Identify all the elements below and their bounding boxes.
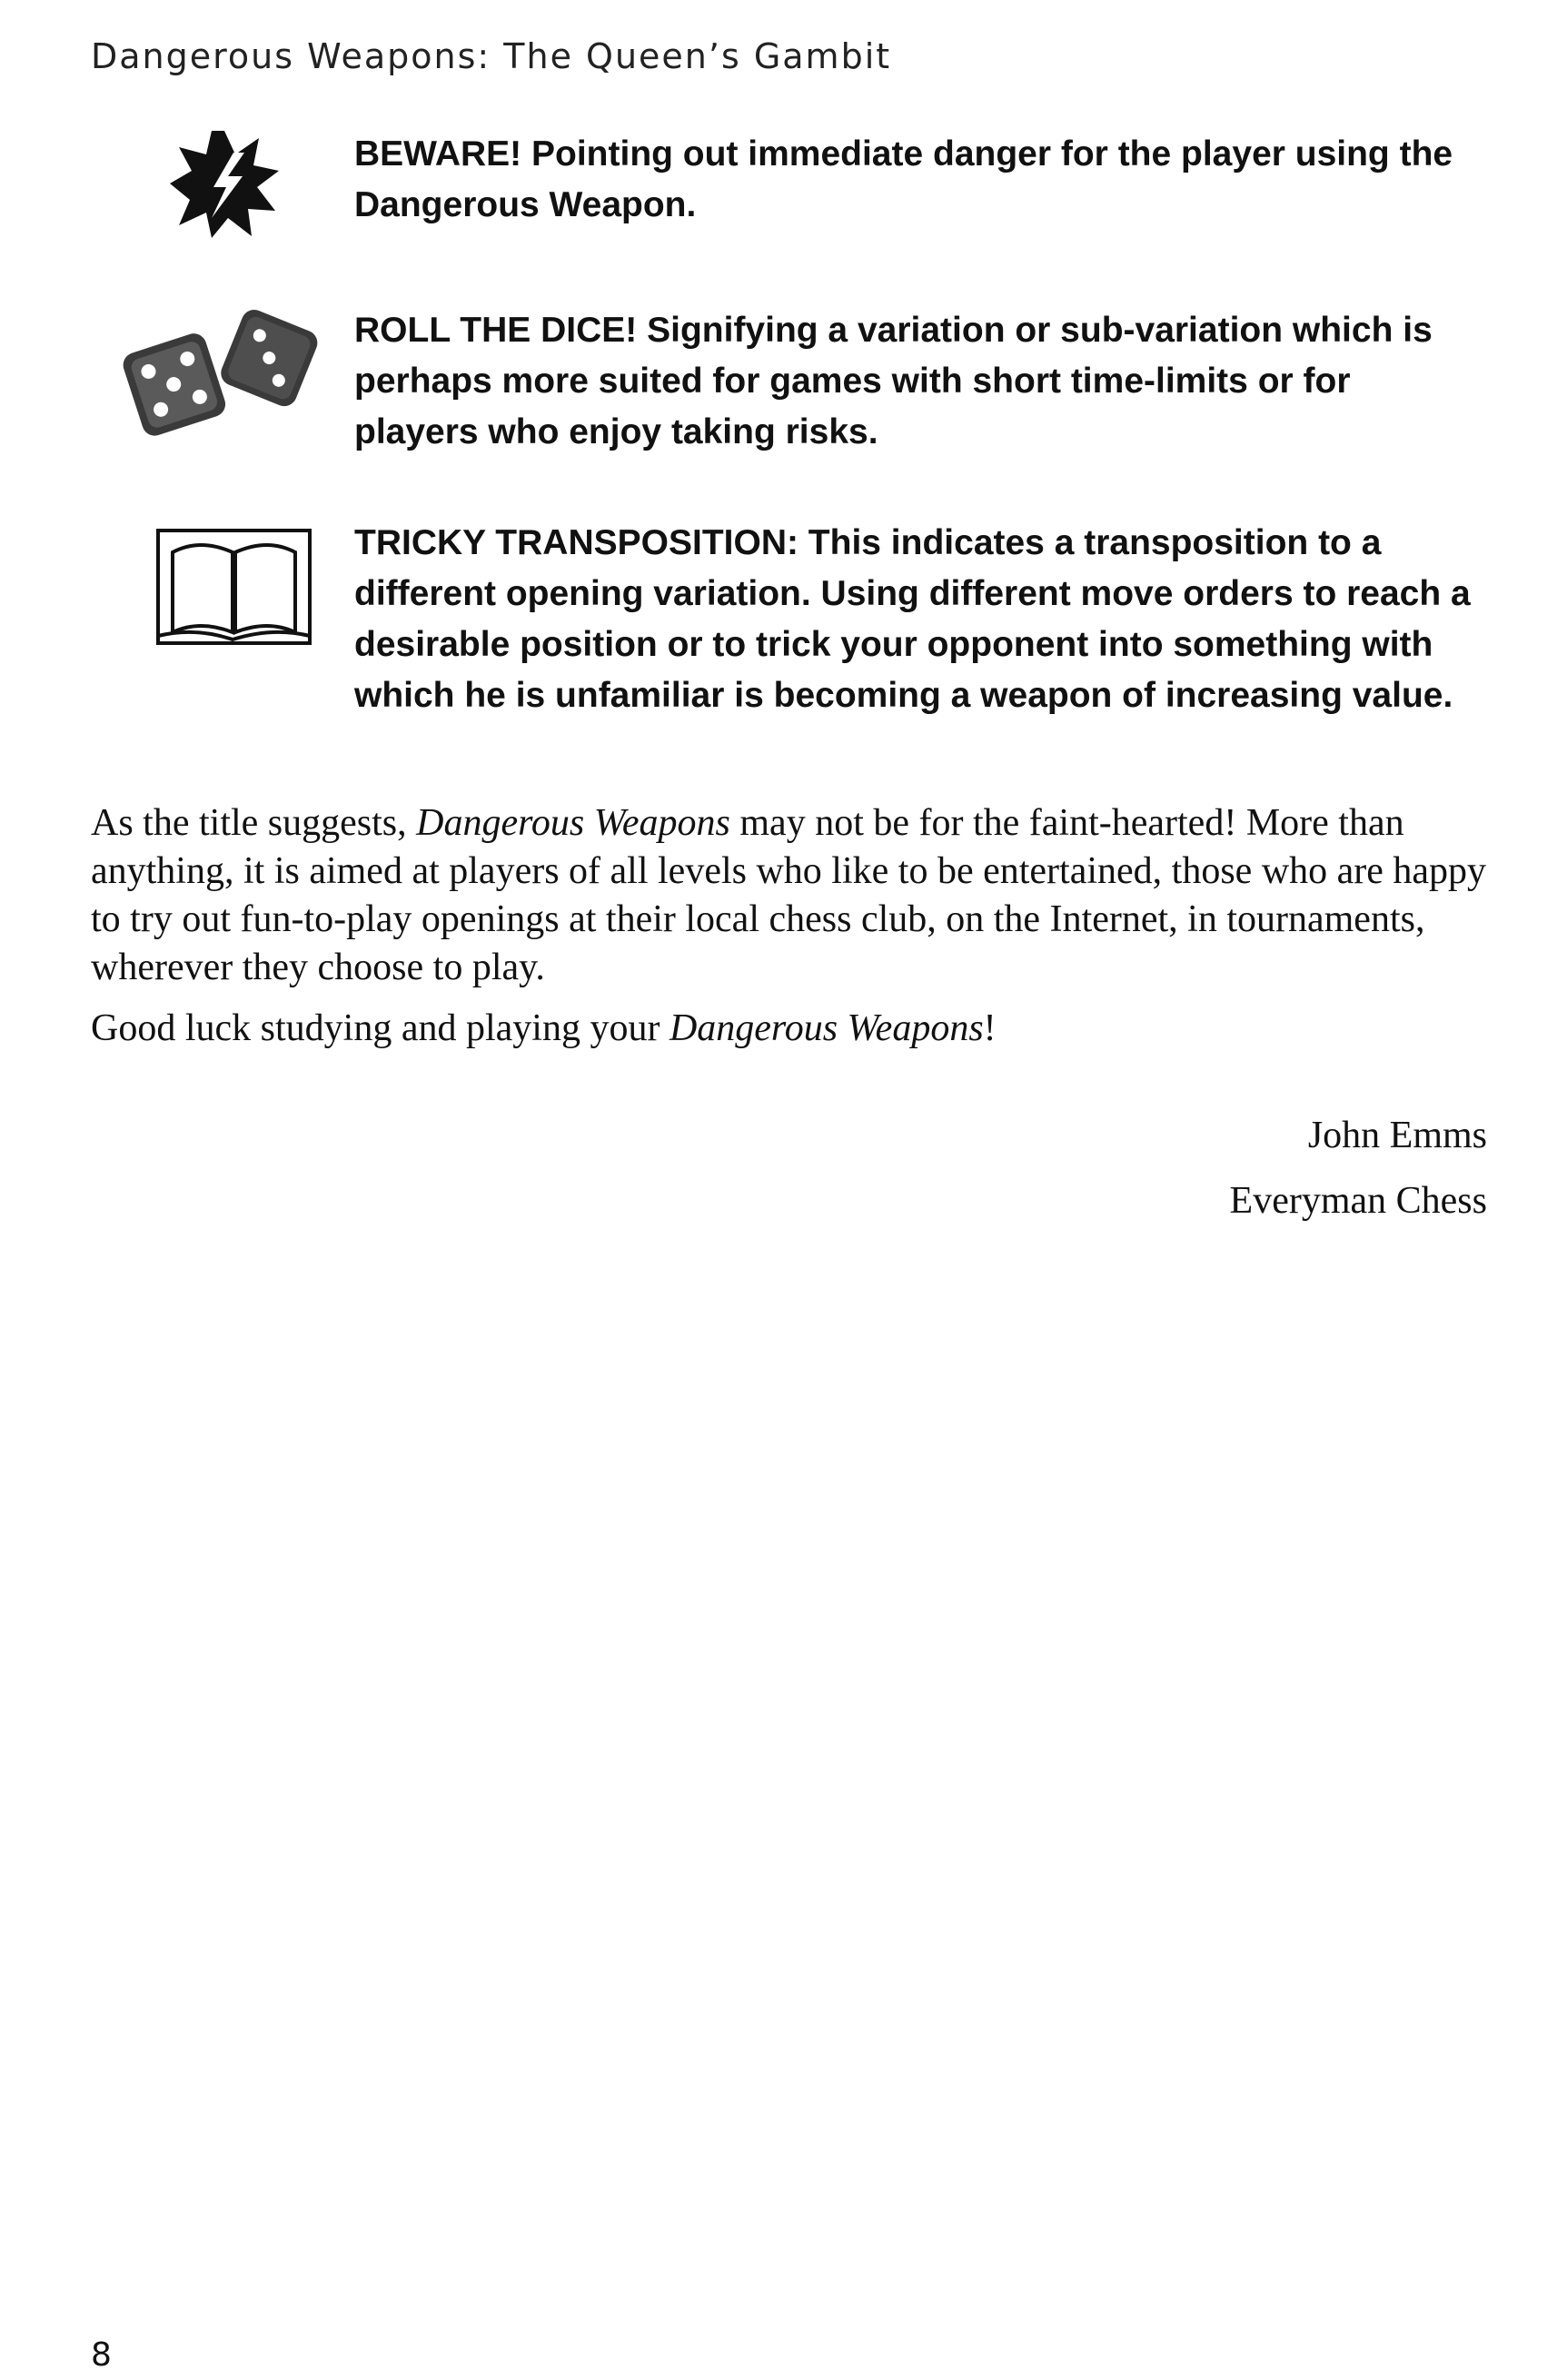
signature-publisher: Everyman Chess (1229, 1180, 1487, 1222)
paragraph-intro-text-end: may not be for the faint-hearted! More than anything, it is aimed at players of all levels who like to be entertained, those who are happy to try out fun-to-play openings at their local chess club, on the Internet, in tournaments, wherever they choose to play. (91, 802, 1487, 988)
dice-icon (114, 300, 322, 450)
page-number: 8 (91, 2336, 112, 2374)
body-text (91, 799, 1490, 1066)
running-header: Dangerous Weapons: The Queen’s Gambit (91, 36, 892, 76)
paragraph-good-luck-text-end: ! (983, 1007, 997, 1049)
book-title-italic: Dangerous Weapons (416, 802, 730, 844)
signature-name: John Emms (1307, 1115, 1487, 1156)
paragraph-intro-text-start: As the title suggests, (91, 802, 417, 844)
symbol-text-roll-the-dice: ROLL THE DICE! Signifying a variation or sub-variation which is perhaps more suited for games with short time-limits or for players who enjoy taking risks. (354, 311, 1433, 451)
open-book-icon (154, 525, 313, 657)
paragraph-intro (91, 799, 1490, 992)
signature-block (1230, 1103, 1487, 1234)
symbol-text-tricky-transposition: TRICKY TRANSPOSITION: This indicates a transposition to a different opening variation. Using different move orders to reach a desirable position or to trick your opponent into something with which he is unfamiliar is becoming a weapon of increasing value. (354, 523, 1471, 715)
paragraph-good-luck-text-start: Good luck studying and playing your (91, 1007, 669, 1049)
paragraph-good-luck (91, 1005, 1490, 1053)
symbol-text-beware: BEWARE! Pointing out immediate danger for the player using the Dangerous Weapon. (354, 134, 1453, 224)
book-title-italic: Dangerous Weapons (669, 1007, 984, 1049)
lightning-burst-icon (168, 127, 282, 245)
